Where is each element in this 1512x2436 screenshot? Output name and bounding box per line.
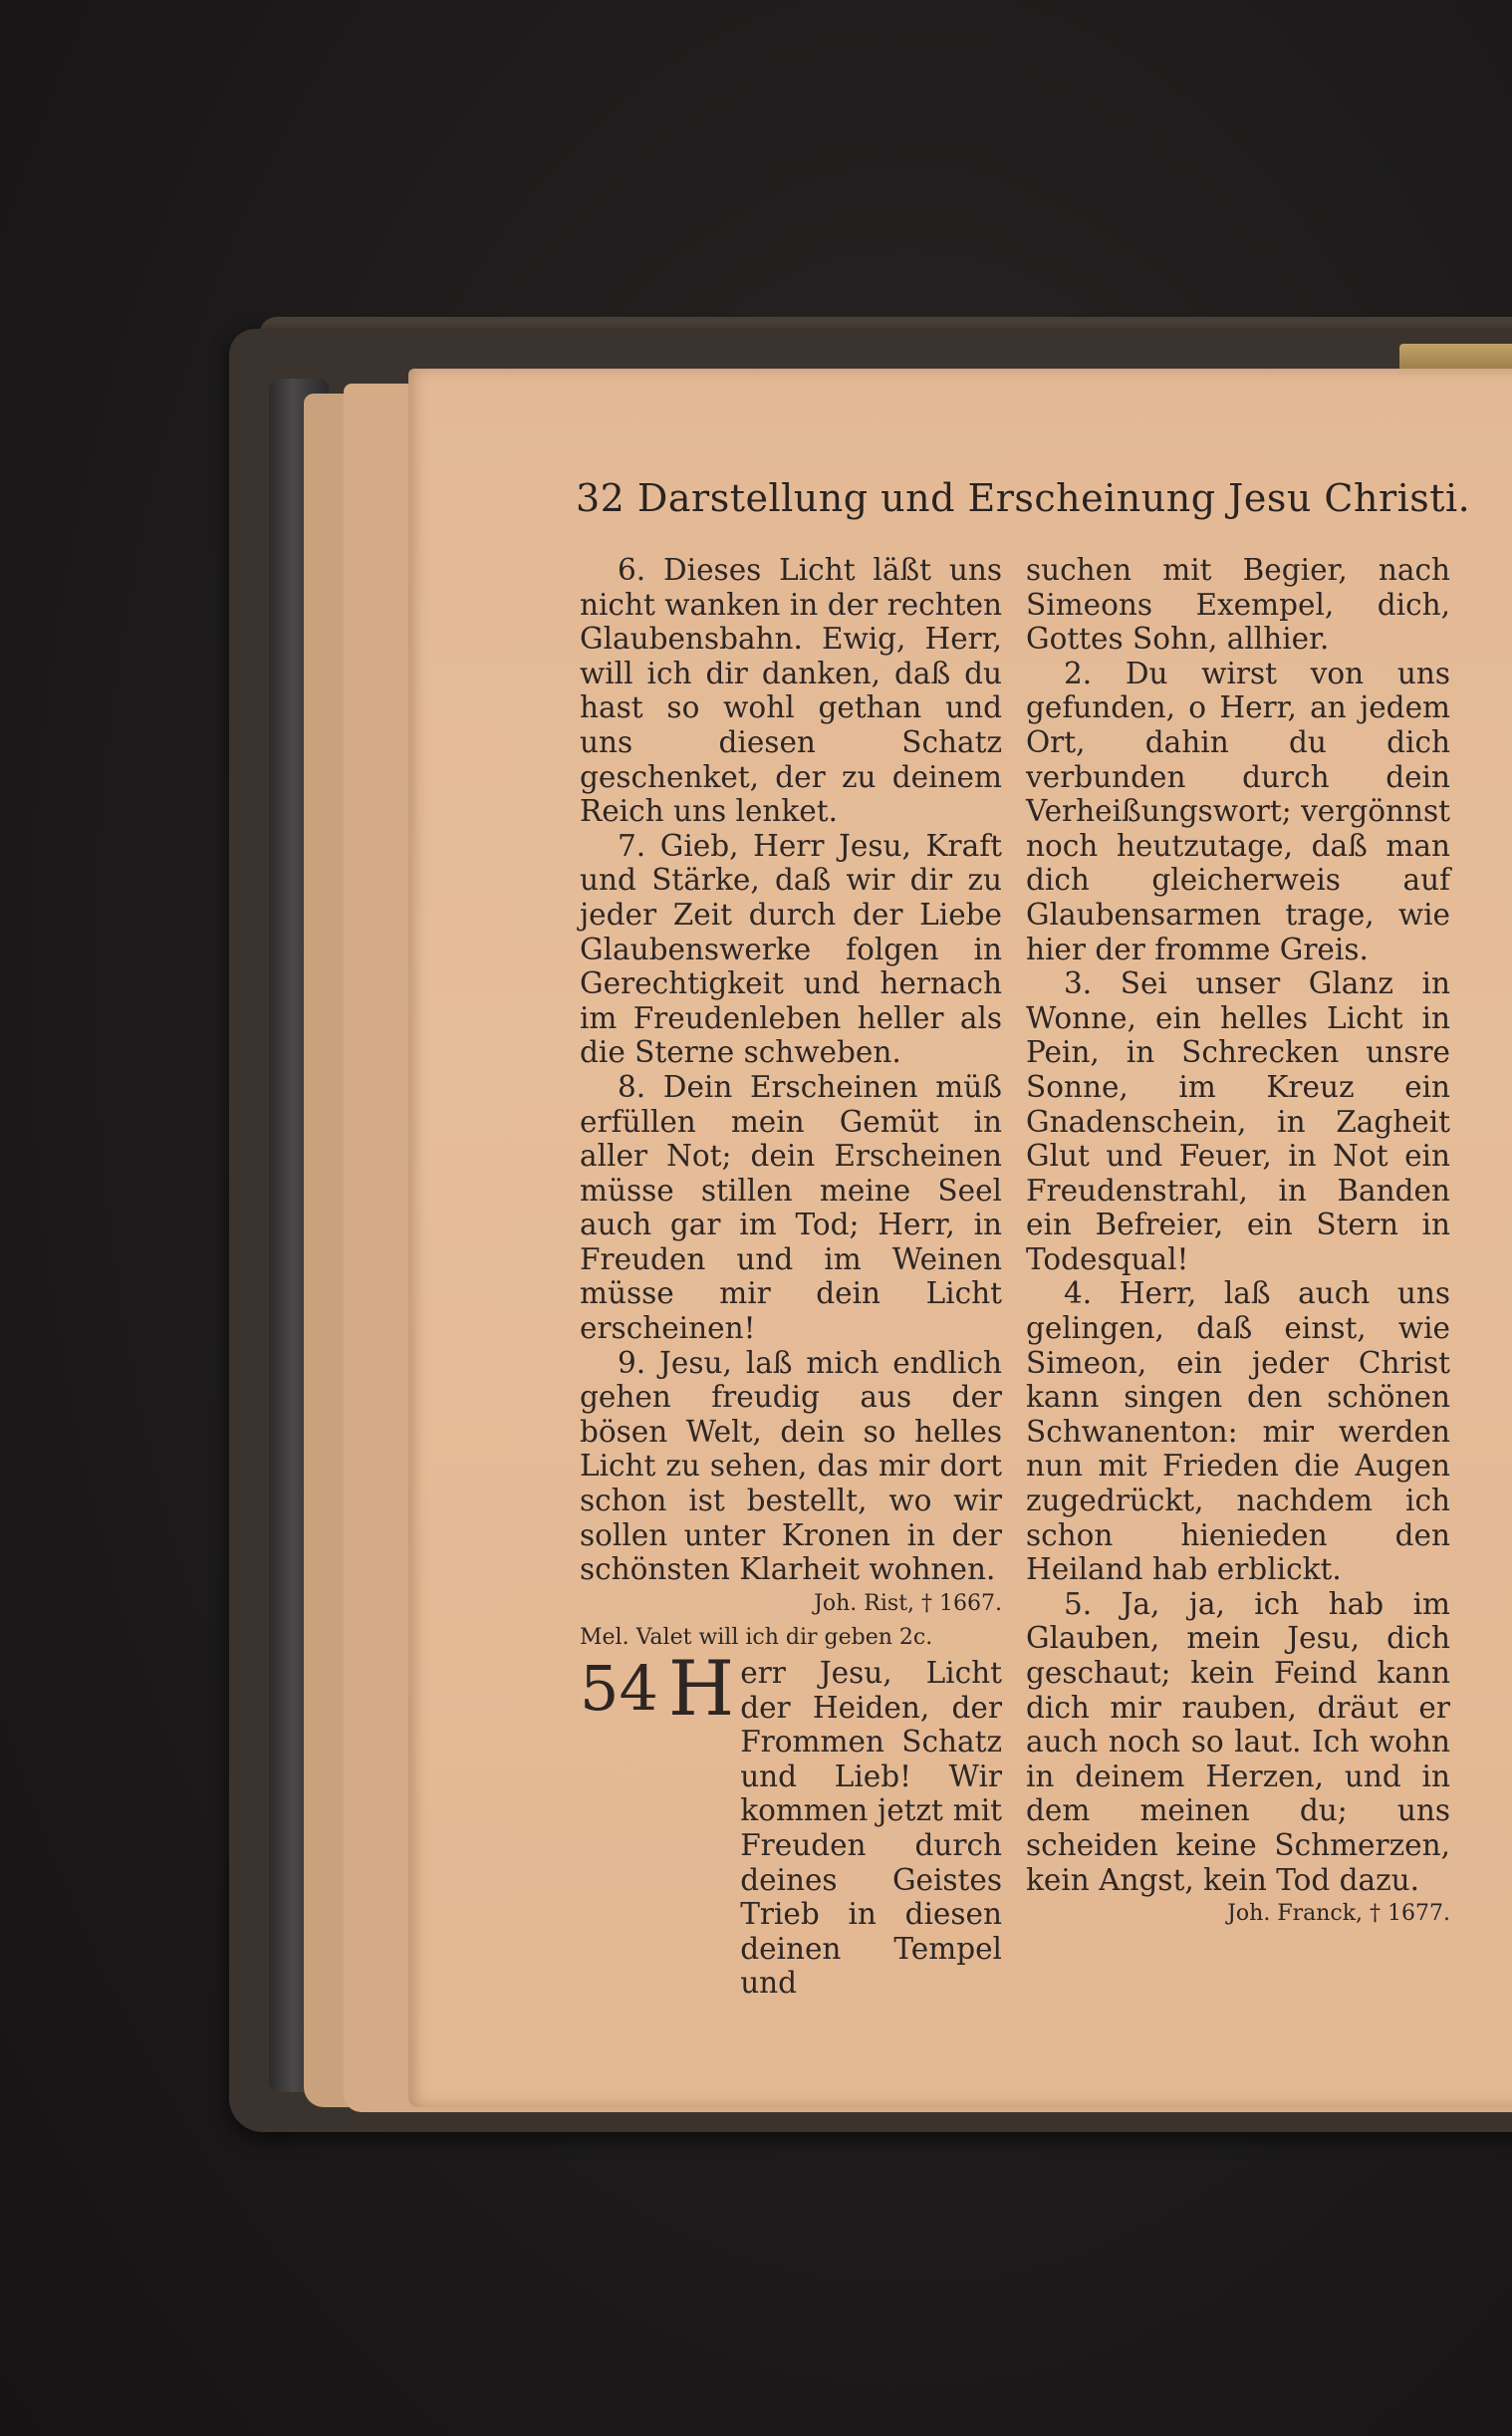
verse-6: 6. Dieses Licht läßt uns nicht wanken in der rechten Glaubensbahn. Ewig, Herr, will ich dir danken, daß du hast so wohl gethan und uns diesen Schatz geschenket, der zu deinem Reich uns lenket.	[580, 553, 1002, 829]
hymn-54-start	[580, 1644, 1002, 2001]
hymn-54-verse-3: 3. Sei unser Glanz in Wonne, ein helles Licht in Pein, in Schrecken unsre Sonne, im Kreuz ein Gnadenschein, in Zagheit Glut und Feuer, in Not ein Freudenstrahl, in Banden ein Befreier, ein Stern in Todesqual!	[1026, 966, 1450, 1276]
author-attribution-rist: Joh. Rist, † 1667.	[814, 1590, 1002, 1616]
left-column	[580, 553, 1002, 2001]
verse-7: 7. Gieb, Herr Jesu, Kraft und Stärke, daß wir dir zu jeder Zeit durch der Liebe Glaubenswerke folgen in Gerechtigkeit und hernach im Freudenleben heller als die Sterne schweben.	[580, 828, 1002, 1070]
hymn-54-continuation: suchen mit Begier, nach Simeons Exempel, dich, Gottes Sohn, allhier.	[1026, 553, 1450, 657]
hymn-54-text: err Jesu, Licht der Heiden, der Frommen Schatz und Lieb! Wir kommen jetzt mit Freuden durch deines Geistes Trieb in diesen deinen Tempel und	[740, 1656, 1002, 2001]
hymn-54-verse-2: 2. Du wirst von uns gefunden, o Herr, an jedem Ort, dahin du dich verbunden durch dein Verheißungswort; vergönnst noch heutzutage, daß man dich gleicherweis auf Glaubensarmen trage, wie hier der fromme Greis.	[1026, 656, 1450, 966]
melody-line: Mel. Valet will ich dir geben 2c.	[580, 1625, 933, 1651]
verse-8: 8. Dein Erscheinen müß erfüllen mein Gemüt in aller Not; dein Erscheinen müsse stillen meine Seel auch gar im Tod; Herr, in Freuden und im Weinen müsse mir dein Licht erscheinen!	[580, 1069, 1002, 1346]
hymn-number: 54	[580, 1652, 658, 1725]
hymn-dropcap: H	[667, 1644, 735, 1733]
verse-9: 9. Jesu, laß mich endlich gehen freudig aus der bösen Welt, dein so helles Licht zu sehen, das mir dort schon ist bestellt, wo wir sollen unter Kronen in der schönsten Klarheit wohnen.	[580, 1345, 1002, 1587]
author-attribution-franck: Joh. Franck, † 1677.	[1227, 1901, 1450, 1927]
page-header: 32 Darstellung und Erscheinung Jesu Christi.	[576, 476, 1471, 520]
hymn-54-verse-4: 4. Herr, laß auch uns gelingen, daß einst, wie Simeon, ein jeder Christ kann singen den schönen Schwanenton: mir werden nun mit Frieden die Augen zugedrückt, nachdem ich schon hienieden den Heiland hab erblickt.	[1026, 1276, 1450, 1587]
hymn-54-verse-5: 5. Ja, ja, ich hab im Glauben, mein Jesu, dich geschaut; kein Feind kann dich mir rauben, dräut er auch noch so laut. Ich wohn in deinem Herzen, und in dem meinen du; uns scheiden keine Schmerzen, kein Angst, kein Tod dazu.	[1026, 1586, 1450, 1897]
right-column	[1026, 553, 1450, 1932]
